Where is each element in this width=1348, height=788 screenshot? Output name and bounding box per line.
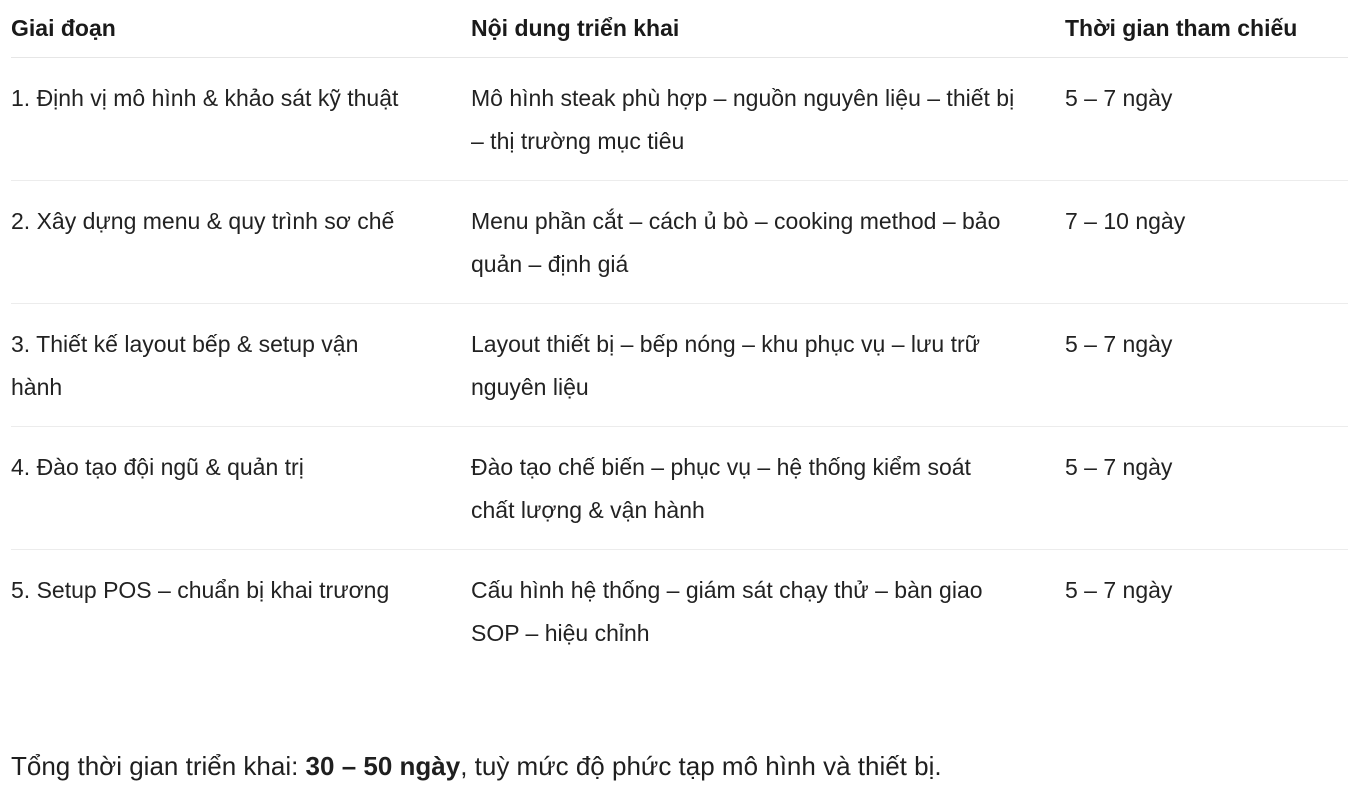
cell-content: Đào tạo chế biến – phục vụ – hệ thống kiểm soát chất lượng & vận hành (471, 427, 1065, 550)
implementation-timeline-table (11, 0, 1348, 672)
cell-stage: 1. Định vị mô hình & khảo sát kỹ thuật (11, 58, 471, 181)
table-body (11, 58, 1348, 673)
table-row (11, 181, 1348, 304)
cell-duration: 5 – 7 ngày (1065, 304, 1348, 427)
summary-suffix: , tuỳ mức độ phức tạp mô hình và thiết bị. (460, 751, 942, 781)
cell-duration: 5 – 7 ngày (1065, 427, 1348, 550)
total-duration-summary (11, 744, 942, 788)
cell-content: Layout thiết bị – bếp nóng – khu phục vụ – lưu trữ nguyên liệu (471, 304, 1065, 427)
table-header (11, 0, 1348, 58)
table-row (11, 304, 1348, 427)
cell-content: Mô hình steak phù hợp – nguồn nguyên liệu – thiết bị – thị trường mục tiêu (471, 58, 1065, 181)
cell-stage: 4. Đào tạo đội ngũ & quản trị (11, 427, 471, 550)
cell-stage: 2. Xây dựng menu & quy trình sơ chế (11, 181, 471, 304)
summary-highlight: 30 – 50 ngày (305, 751, 461, 781)
cell-stage: 5. Setup POS – chuẩn bị khai trương (11, 577, 390, 603)
header-stage: Giai đoạn (11, 0, 471, 58)
table-row (11, 58, 1348, 181)
table-row (11, 427, 1348, 550)
table-header-row (11, 0, 1348, 58)
header-content: Nội dung triển khai (471, 0, 1065, 58)
table-row (11, 550, 1348, 673)
cell-duration: 5 – 7 ngày (1065, 577, 1173, 603)
header-duration: Thời gian tham chiếu (1065, 0, 1348, 58)
summary-prefix: Tổng thời gian triển khai: (11, 751, 306, 781)
cell-duration: 7 – 10 ngày (1065, 181, 1348, 304)
cell-content: Cấu hình hệ thống – giám sát chạy thử – bàn giao SOP – hiệu chỉnh (471, 577, 983, 646)
cell-content: Menu phần cắt – cách ủ bò – cooking method – bảo quản – định giá (471, 181, 1065, 304)
cell-duration: 5 – 7 ngày (1065, 58, 1348, 181)
cell-stage: 3. Thiết kế layout bếp & setup vận hành (11, 304, 471, 427)
